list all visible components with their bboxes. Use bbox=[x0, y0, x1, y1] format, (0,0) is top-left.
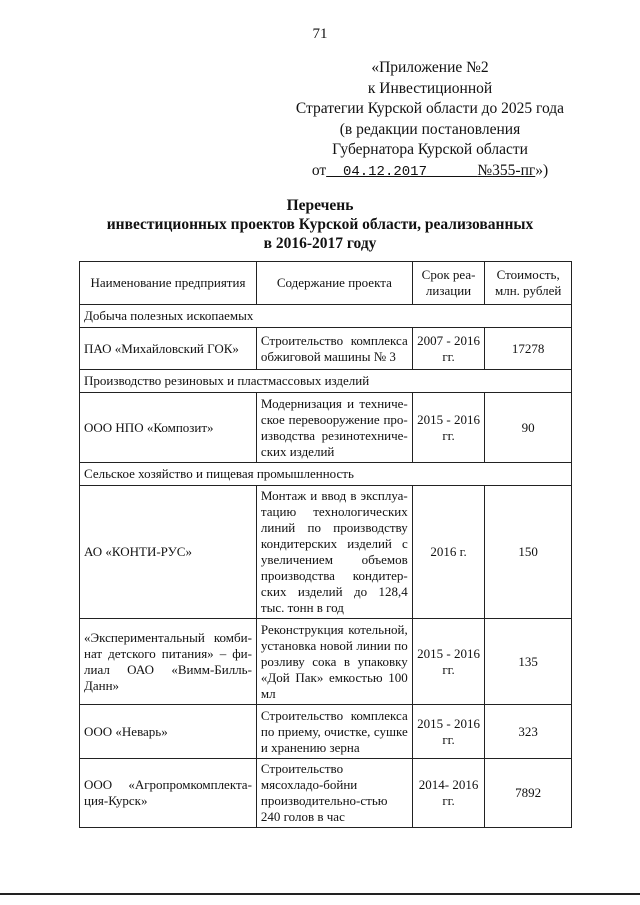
title-line-2: инвестиционных проектов Курской области, реализованных bbox=[106, 216, 534, 233]
annex-from-label: от bbox=[311, 161, 327, 179]
cell-company: АО «КОНТИ-РУС» bbox=[80, 486, 257, 619]
table-row bbox=[80, 759, 572, 828]
page-bottom-rule bbox=[0, 893, 640, 895]
annex-line-3: Стратегии Курской области до 2025 года bbox=[295, 100, 565, 117]
annex-line-5: Губернатора Курской области bbox=[332, 141, 528, 158]
header-cost: Стоимость, млн. рублей bbox=[485, 262, 572, 305]
cell-cost: 7892 bbox=[485, 759, 572, 828]
cell-content: Строительство комплекса обжиговой машины № 3 bbox=[256, 328, 412, 370]
cell-period: 2014- 2016 гг. bbox=[412, 759, 485, 828]
cell-company: ООО «Неварь» bbox=[80, 705, 257, 759]
annex-line-1: «Приложение №2 bbox=[371, 59, 489, 76]
page-number: 71 bbox=[312, 26, 328, 42]
annex-line-6 bbox=[280, 161, 580, 183]
section-title: Сельское хозяйство и пищевая промышленность bbox=[80, 463, 572, 486]
table-row bbox=[80, 328, 572, 370]
cell-period: 2016 г. bbox=[412, 486, 485, 619]
cell-cost: 90 bbox=[485, 393, 572, 463]
section-title: Добыча полезных ископаемых bbox=[80, 305, 572, 328]
table-header-row bbox=[80, 262, 572, 305]
cell-cost: 17278 bbox=[485, 328, 572, 370]
cell-company: ПАО «Михайловский ГОК» bbox=[80, 328, 257, 370]
cell-content: Реконструкция котельной, установка новой линии по розливу сока в упаковку «Дой Пак» емкостью 100 мл bbox=[256, 619, 412, 705]
cell-period: 2007 - 2016 гг. bbox=[412, 328, 485, 370]
document-title bbox=[0, 196, 640, 253]
section-row bbox=[80, 370, 572, 393]
annex-block bbox=[280, 58, 580, 182]
cell-content: Строительство мясохладо-бойни производительно-стью 240 голов в час bbox=[256, 759, 412, 828]
header-content: Содержание проекта bbox=[256, 262, 412, 305]
annex-date-value: 04.12.2017 bbox=[342, 163, 427, 180]
cell-content: Монтаж и ввод в эксплуа-тацию технологических линий по производству кондитерских изделий с увеличением объемов производства кондитер-ских изделий до 128,4 тыс. тонн в год bbox=[256, 486, 412, 619]
section-title: Производство резиновых и пластмассовых изделий bbox=[80, 370, 572, 393]
title-line-1: Перечень bbox=[286, 197, 354, 214]
cell-company: ООО НПО «Композит» bbox=[80, 393, 257, 463]
table-row bbox=[80, 486, 572, 619]
table-row bbox=[80, 393, 572, 463]
table-row bbox=[80, 619, 572, 705]
projects-table bbox=[79, 261, 572, 828]
cell-cost: 150 bbox=[485, 486, 572, 619]
cell-cost: 135 bbox=[485, 619, 572, 705]
section-row bbox=[80, 305, 572, 328]
cell-company: «Экспериментальный комби-нат детского питания» – фи-лиал ОАО «Вимм-Билль-Данн» bbox=[80, 619, 257, 705]
cell-period: 2015 - 2016 гг. bbox=[412, 619, 485, 705]
header-company: Наименование предприятия bbox=[80, 262, 257, 305]
header-period: Срок реа-лизации bbox=[412, 262, 485, 305]
title-line-3: в 2016-2017 году bbox=[263, 235, 377, 252]
table-row bbox=[80, 705, 572, 759]
cell-content: Строительство комплекса по приему, очистке, сушке и хранению зерна bbox=[256, 705, 412, 759]
section-row bbox=[80, 463, 572, 486]
annex-date bbox=[326, 164, 477, 180]
cell-content: Модернизация и техниче-ское перевооружение про-изводства резинотехниче-ских изделий bbox=[256, 393, 412, 463]
annex-line-2: к Инвестиционной bbox=[367, 79, 493, 97]
cell-cost: 323 bbox=[485, 705, 572, 759]
annex-line-4: (в редакции постановления bbox=[339, 120, 521, 138]
annex-close: ») bbox=[535, 161, 549, 179]
annex-number: №355-пг bbox=[477, 161, 536, 179]
cell-company: ООО «Агропромкомплекта-ция-Курск» bbox=[80, 759, 257, 828]
cell-period: 2015 - 2016 гг. bbox=[412, 705, 485, 759]
cell-period: 2015 - 2016 гг. bbox=[412, 393, 485, 463]
